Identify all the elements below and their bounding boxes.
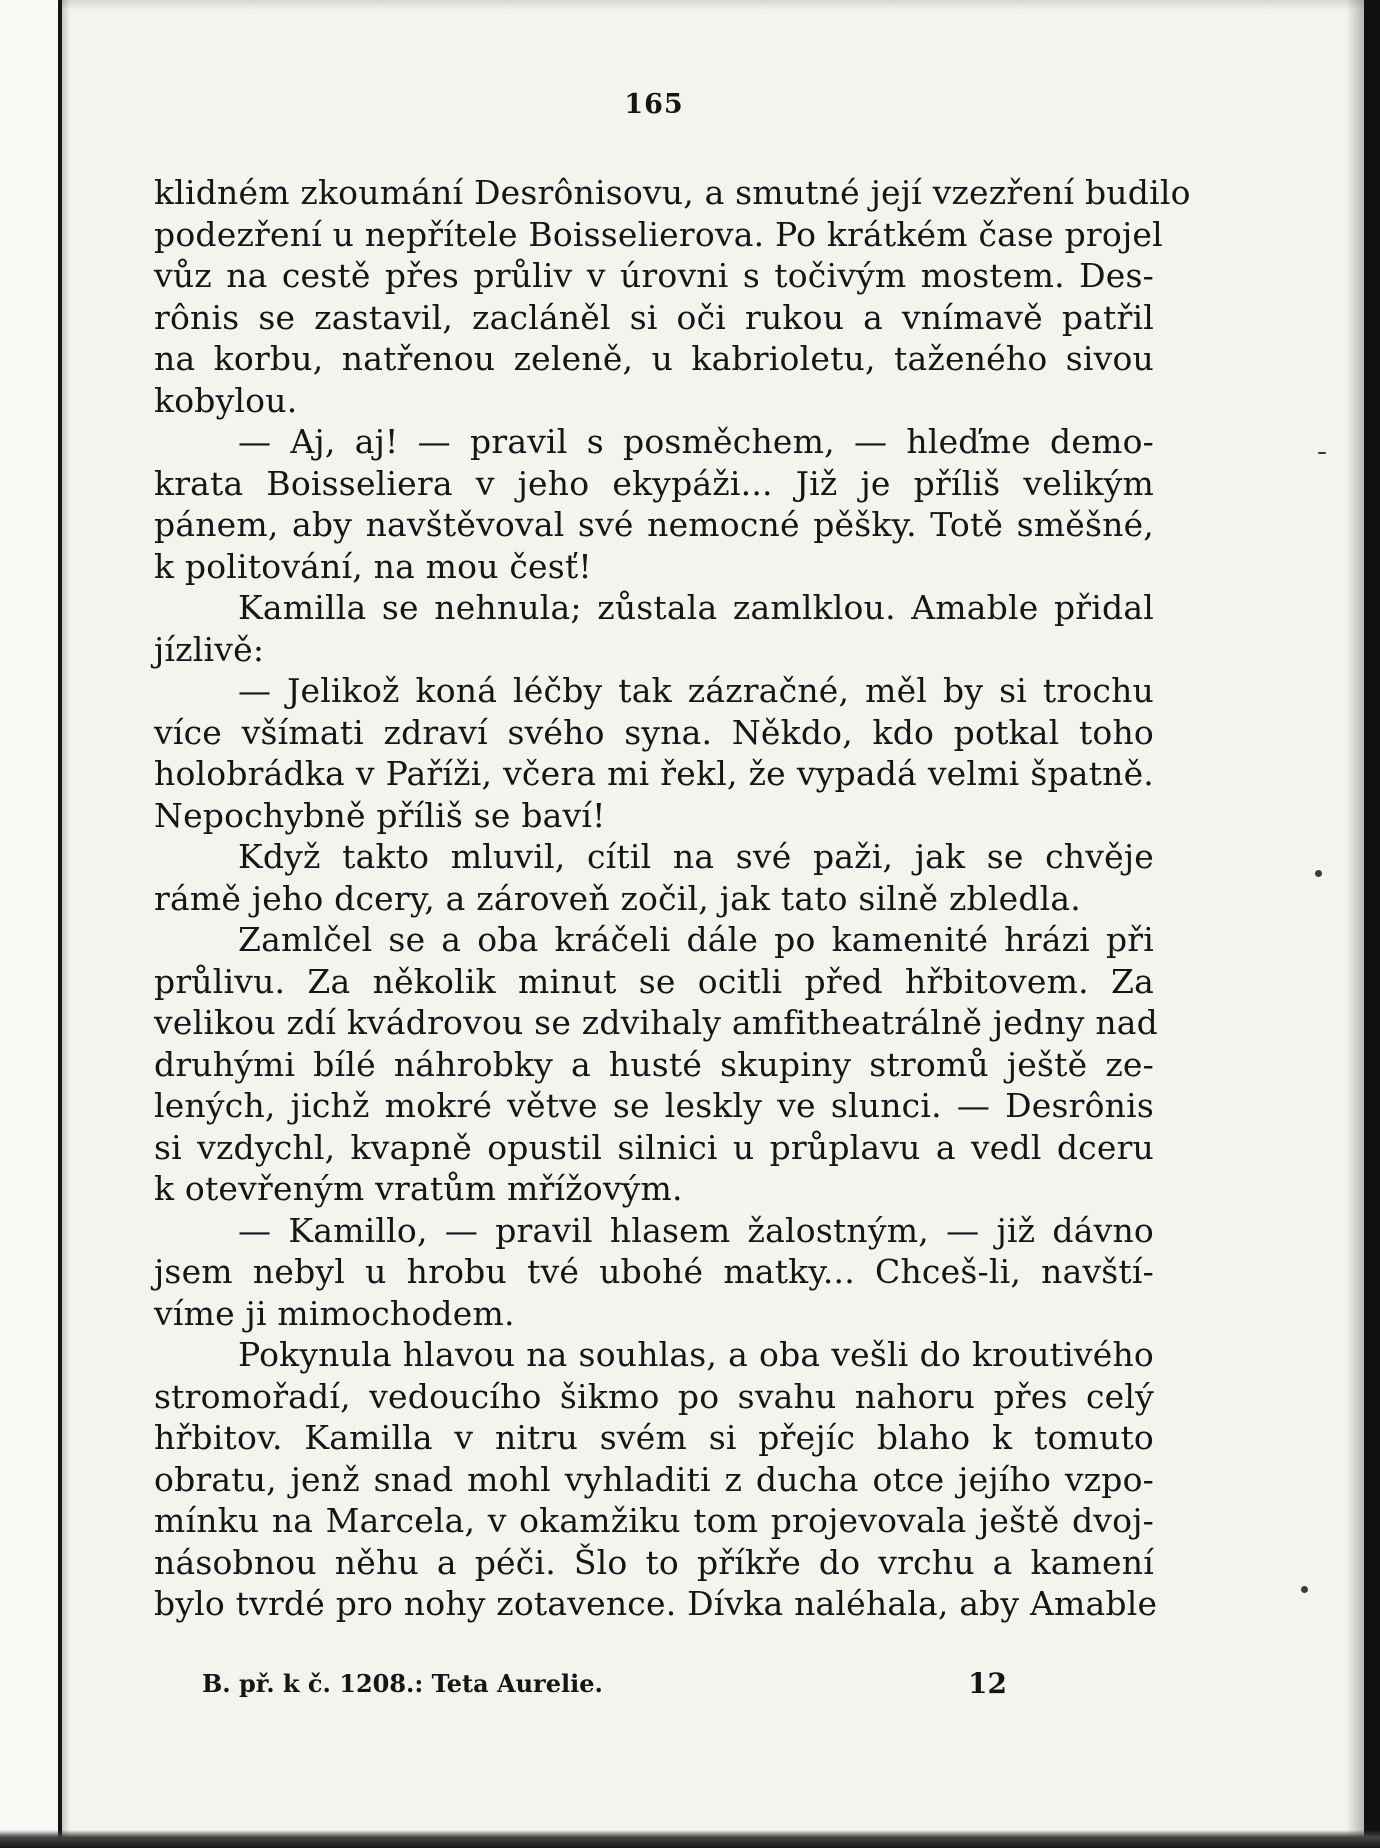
text-line: holobrádka v Paříži, včera mi řekl, že vypadá velmi špatně.	[154, 754, 1154, 793]
text-line: jsem nebyl u hrobu tvé ubohé matky... Chceš-li, navští-	[154, 1252, 1154, 1291]
text-line: Pokynula hlavou na souhlas, a oba vešli do kroutivého	[238, 1335, 1154, 1374]
scan-right-shadow	[1346, 0, 1364, 1848]
text-line: rônis se zastavil, zacláněl si oči rukou a vnímavě patřil	[154, 297, 1154, 337]
text-line: víme ji mimochodem.	[154, 1293, 515, 1333]
text-line: lených, jichž mokré větve se leskly ve slunci. — Desrônis	[154, 1086, 1154, 1125]
text-line: násobnou něhu a péči. Šlo to příkře do vrchu a kamení	[154, 1542, 1154, 1582]
text-line: stromořadí, vedoucího šikmo po svahu nahoru přes celý	[154, 1376, 1154, 1416]
text-line: rámě jeho dcery, a zároveň zočil, jak tato silně zbledla.	[154, 878, 1081, 918]
text-line: kobylou.	[154, 380, 298, 420]
ink-speck	[1315, 870, 1322, 877]
text-line: podezření u nepřítele Boisselierova. Po krátkém čase projel	[154, 214, 1163, 254]
text-line: — Kamillo, — pravil hlasem žalostným, — již dávno	[238, 1210, 1154, 1250]
book-page	[154, 84, 1191, 1724]
scan-right-edge	[1364, 0, 1380, 1848]
text-line: více všímati zdraví svého syna. Někdo, kdo potkal toho	[154, 712, 1154, 752]
text-line: krata Boisseliera v jeho ekypáži... Již je příliš velikým	[154, 463, 1154, 503]
text-line: druhými bílé náhrobky a husté skupiny stromů ještě ze-	[154, 1044, 1154, 1084]
text-line: klidném zkoumání Desrônisovu, a smutné její vzezření budilo	[154, 173, 1191, 212]
text-line: si vzdychl, kvapně opustil silnici u průplavu a vedl dceru	[154, 1127, 1154, 1167]
text-line: na korbu, natřenou zeleně, u kabrioletu, taženého sivou	[154, 339, 1154, 378]
ink-speck	[1318, 452, 1326, 454]
text-line: — Jelikož koná léčby tak zázračné, měl by si trochu	[238, 671, 1154, 710]
scan-left-margin	[0, 0, 62, 1848]
binding-shadow	[62, 0, 70, 1848]
footer-signature-number: 12	[968, 1667, 1007, 1700]
text-line: — Aj, aj! — pravil s posměchem, — hleďme demo-	[238, 422, 1154, 461]
text-line: velikou zdí kvádrovou se zdvihaly amfitheatrálně jedny nad	[154, 1003, 1158, 1042]
text-line: obratu, jenž snad mohl vyhladiti z ducha otce jejího vzpo-	[154, 1459, 1154, 1499]
text-line: vůz na cestě přes průliv v úrovni s točivým mostem. Des-	[154, 256, 1154, 295]
text-line: Zamlčel se a oba kráčeli dále po kamenité hrázi při	[238, 920, 1154, 959]
footer-publication-note: B. př. k č. 1208.: Teta Aurelie.	[202, 1669, 603, 1698]
ink-speck	[1301, 1586, 1308, 1593]
text-line: k politování, na mou česť!	[154, 546, 592, 586]
page-footer	[202, 1664, 1132, 1704]
text-line: jízlivě:	[154, 629, 265, 669]
text-line: pánem, aby navštěvoval své nemocné pěšky. Totě směšné,	[154, 505, 1154, 544]
text-line: k otevřeným vratům mřížovým.	[154, 1169, 683, 1208]
text-line: hřbitov. Kamilla v nitru svém si přejíc blaho k tomuto	[154, 1418, 1154, 1457]
scan-top-shadow	[0, 0, 1380, 10]
text-line: průlivu. Za několik minut se ocitli před hřbitovem. Za	[154, 961, 1154, 1001]
text-line: Kamilla se nehnula; zůstala zamlklou. Amable přidal	[238, 588, 1154, 627]
text-line: bylo tvrdé pro nohy zotavence. Dívka naléhala, aby Amable	[154, 1584, 1158, 1623]
text-line: Nepochybně příliš se baví!	[154, 795, 606, 835]
text-line: mínku na Marcela, v okamžiku tom projevovala ještě dvoj-	[154, 1501, 1154, 1540]
text-line: Když takto mluvil, cítil na své paži, jak se chvěje	[238, 837, 1154, 876]
page-number: 165	[624, 89, 684, 120]
page-body-text	[154, 172, 1191, 1625]
scan-bottom-edge	[0, 1830, 1380, 1848]
